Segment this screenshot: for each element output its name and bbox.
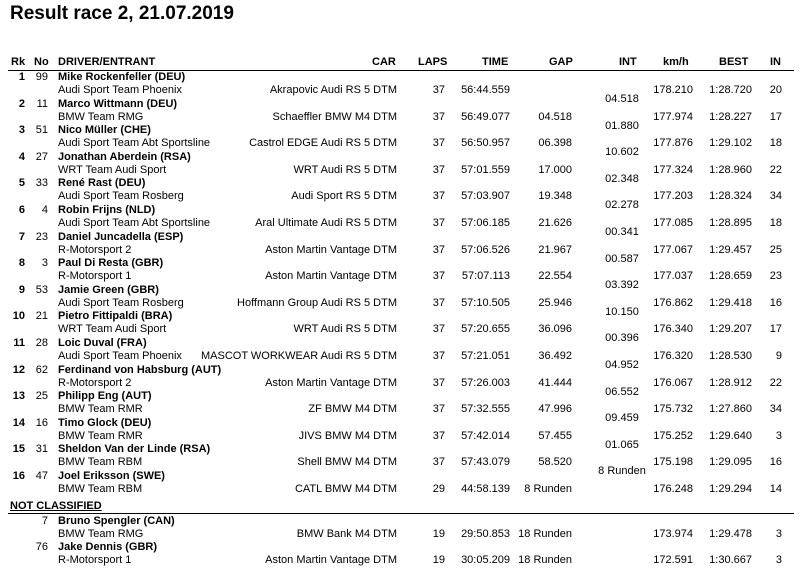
cell-best: 1:29.207 [709, 323, 752, 336]
cell-driver: Timo Glock (DEU) [58, 416, 152, 429]
header-car: CAR [372, 56, 396, 68]
cell-kmh: 176.320 [653, 350, 693, 362]
cell-kmh: 176.862 [653, 296, 693, 309]
cell-best: 1:28.912 [709, 376, 752, 389]
cell-kmh: 177.324 [653, 163, 693, 176]
cell-driver: Philipp Eng (AUT) [58, 390, 152, 403]
cell-car: Aston Martin Vantage DTM [265, 270, 397, 283]
cell-best: 1:30.667 [709, 554, 752, 566]
cell-gap: 17.000 [538, 163, 572, 176]
cell-no: 11 [36, 97, 48, 110]
cell-best: 1:27.860 [709, 403, 752, 416]
cell-gap: 04.518 [538, 110, 572, 123]
cell-kmh: 178.210 [653, 84, 693, 96]
cell-best: 1:29.102 [709, 137, 752, 150]
cell-time: 57:26.003 [461, 376, 510, 389]
cell-kmh: 177.067 [653, 243, 693, 256]
cell-car: JIVS BMW M4 DTM [298, 429, 397, 442]
cell-best: 1:29.294 [709, 483, 752, 495]
cell-time: 29:50.853 [461, 528, 510, 540]
cell-in: 18 [769, 217, 782, 229]
cell-best: 1:28.659 [709, 270, 752, 283]
cell-team: Audi Sport Team Rosberg [58, 190, 184, 203]
cell-time: 57:01.559 [461, 163, 510, 176]
cell-team: BMW Team RMG [58, 528, 144, 540]
cell-rk: 8 [18, 257, 25, 270]
cell-gap: 57.455 [538, 429, 572, 442]
cell-best: 1:28.530 [709, 350, 752, 362]
cell-team: BMW Team RBM [58, 456, 143, 469]
cell-gap: 19.348 [538, 190, 572, 203]
cell-team: R-Motorsport 2 [58, 376, 132, 389]
cell-car: ZF BMW M4 DTM [308, 403, 397, 416]
cell-no: 16 [35, 416, 48, 429]
header-kmh: km/h [663, 56, 689, 68]
cell-rk: 3 [18, 124, 25, 137]
cell-laps: 37 [432, 137, 445, 150]
cell-rk: 14 [12, 416, 25, 429]
cell-time: 57:06.185 [461, 217, 510, 229]
cell-laps: 37 [432, 350, 445, 362]
cell-rk: 7 [18, 230, 25, 243]
cell-time: 57:07.113 [461, 270, 510, 283]
cell-gap: 22.554 [538, 270, 572, 283]
cell-in: 3 [775, 528, 782, 540]
cell-kmh: 173.974 [653, 528, 693, 540]
cell-car: Aston Martin Vantage DTM [265, 243, 397, 256]
cell-in: 16 [769, 456, 782, 469]
cell-driver: Pietro Fittipaldi (BRA) [58, 310, 173, 323]
cell-int: 00.341 [605, 226, 639, 238]
cell-laps: 37 [432, 429, 445, 442]
cell-team: R-Motorsport 1 [58, 270, 132, 283]
cell-team: Audi Sport Team Rosberg [58, 296, 184, 309]
cell-best: 1:29.478 [709, 528, 752, 540]
header-laps: LAPS [418, 56, 448, 68]
cell-no: 21 [35, 310, 48, 323]
cell-in: 3 [775, 429, 782, 442]
cell-in: 34 [769, 403, 782, 416]
not-classified-label: NOT CLASSIFIED [10, 500, 102, 512]
cell-best: 1:29.095 [709, 456, 752, 469]
cell-in: 14 [769, 483, 782, 495]
cell-rk: 1 [18, 71, 25, 83]
cell-driver: Loic Duval (FRA) [58, 337, 147, 349]
cell-int: 8 Runden [598, 465, 646, 478]
cell-best: 1:28.227 [709, 110, 752, 123]
cell-team: Audi Sport Team Phoenix [58, 84, 182, 96]
cell-in: 22 [769, 376, 782, 389]
cell-rk: 11 [13, 337, 25, 349]
cell-driver: Bruno Spengler (CAN) [58, 515, 175, 527]
cell-in: 23 [769, 270, 782, 283]
cell-laps: 37 [432, 110, 445, 123]
cell-laps: 19 [432, 528, 445, 540]
cell-kmh: 177.974 [653, 110, 693, 123]
cell-car: Audi Sport RS 5 DTM [291, 190, 397, 203]
cell-driver: Paul Di Resta (GBR) [58, 257, 164, 270]
cell-best: 1:29.457 [709, 243, 752, 256]
cell-int: 02.348 [605, 172, 639, 185]
cell-in: 22 [769, 163, 782, 176]
cell-best: 1:28.960 [709, 163, 752, 176]
cell-driver: Jonathan Aberdein (RSA) [58, 150, 191, 163]
cell-in: 3 [775, 554, 782, 566]
cell-int: 09.459 [605, 412, 639, 425]
cell-team: Audi Sport Team Abt Sportsline [58, 217, 211, 229]
cell-team: R-Motorsport 2 [58, 243, 132, 256]
cell-kmh: 177.876 [653, 137, 693, 150]
cell-kmh: 177.203 [653, 190, 693, 203]
cell-best: 1:28.720 [709, 84, 752, 96]
cell-in: 20 [769, 84, 782, 96]
cell-car: CATL BMW M4 DTM [294, 483, 397, 495]
cell-no: 33 [35, 177, 48, 190]
cell-laps: 37 [432, 243, 445, 256]
cell-car: Aston Martin Vantage DTM [265, 376, 397, 389]
cell-gap: 18 Runden [518, 528, 572, 540]
cell-gap: 21.967 [538, 243, 572, 256]
cell-gap: 58.520 [538, 456, 572, 469]
cell-time: 57:42.014 [461, 429, 510, 442]
cell-rk: 6 [18, 204, 25, 216]
cell-int: 00.396 [605, 332, 639, 345]
cell-time: 30:05.209 [461, 554, 510, 566]
cell-driver: Nico Müller (CHE) [58, 124, 151, 137]
cell-driver: Marco Wittmann (DEU) [58, 97, 178, 110]
cell-laps: 37 [432, 270, 445, 283]
cell-car: Hoffmann Group Audi RS 5 DTM [237, 296, 397, 309]
cell-in: 34 [769, 190, 782, 203]
cell-in: 25 [769, 243, 782, 256]
cell-car: Akrapovic Audi RS 5 DTM [269, 84, 397, 96]
page-title: Result race 2, 21.07.2019 [10, 3, 234, 24]
cell-gap: 41.444 [538, 376, 572, 389]
cell-no: 76 [35, 541, 48, 553]
cell-rk: 5 [18, 177, 25, 190]
cell-no: 31 [35, 443, 48, 456]
cell-car: MASCOT WORKWEAR Audi RS 5 DTM [201, 350, 397, 362]
cell-gap: 21.626 [538, 217, 572, 229]
cell-time: 57:21.051 [461, 350, 510, 362]
cell-driver: Joel Eriksson (SWE) [58, 470, 165, 482]
cell-time: 57:06.526 [461, 243, 510, 256]
header-gap: GAP [549, 56, 573, 68]
cell-best: 1:29.418 [709, 296, 752, 309]
cell-laps: 37 [432, 217, 445, 229]
cell-car: WRT Audi RS 5 DTM [293, 163, 397, 176]
cell-laps: 37 [432, 190, 445, 203]
cell-no: 7 [41, 515, 48, 527]
cell-laps: 37 [432, 296, 445, 309]
cell-car: Aston Martin Vantage DTM [265, 554, 397, 566]
cell-driver: Sheldon Van der Linde (RSA) [58, 443, 211, 456]
cell-time: 44:58.139 [461, 483, 510, 495]
cell-time: 57:03.907 [461, 190, 510, 203]
cell-car: Castrol EDGE Audi RS 5 DTM [249, 137, 397, 150]
cell-gap: 06.398 [538, 137, 572, 150]
cell-best: 1:28.324 [709, 190, 752, 203]
cell-in: 16 [769, 296, 782, 309]
cell-driver: Jake Dennis (GBR) [58, 541, 158, 553]
cell-no: 28 [35, 337, 48, 349]
cell-driver: Daniel Juncadella (ESP) [58, 230, 184, 243]
cell-kmh: 175.252 [653, 429, 693, 442]
cell-team: WRT Team Audi Sport [58, 323, 167, 336]
cell-kmh: 172.591 [653, 554, 693, 566]
cell-team: BMW Team RMR [58, 429, 143, 442]
cell-best: 1:29.640 [709, 429, 752, 442]
cell-kmh: 175.198 [653, 456, 693, 469]
cell-laps: 29 [432, 483, 445, 495]
cell-in: 18 [769, 137, 782, 150]
cell-no: 62 [35, 363, 48, 376]
cell-team: BMW Team RBM [58, 483, 143, 495]
cell-laps: 37 [432, 376, 445, 389]
cell-rk: 13 [12, 390, 25, 403]
cell-team: R-Motorsport 1 [58, 554, 132, 566]
cell-gap: 8 Runden [524, 483, 572, 495]
cell-team: BMW Team RMG [58, 110, 144, 123]
cell-rk: 16 [12, 470, 25, 482]
cell-rk: 9 [18, 283, 25, 296]
header-in: IN [770, 56, 781, 68]
cell-int: 10.150 [605, 305, 639, 318]
header-rk: Rk [11, 56, 26, 68]
cell-no: 23 [35, 230, 48, 243]
cell-laps: 19 [432, 554, 445, 566]
cell-in: 9 [775, 350, 782, 362]
cell-gap: 36.492 [538, 350, 572, 362]
cell-team: Audi Sport Team Abt Sportsline [58, 137, 211, 150]
cell-driver: Mike Rockenfeller (DEU) [58, 71, 186, 83]
cell-gap: 25.946 [538, 296, 572, 309]
cell-time: 57:10.505 [461, 296, 510, 309]
cell-driver: Robin Frijns (NLD) [58, 204, 156, 216]
cell-gap: 36.096 [538, 323, 572, 336]
cell-rk: 15 [12, 443, 25, 456]
cell-kmh: 176.067 [653, 376, 693, 389]
cell-laps: 37 [432, 456, 445, 469]
cell-team: BMW Team RMR [58, 403, 143, 416]
header-driver: DRIVER/ENTRANT [58, 56, 156, 68]
cell-no: 25 [35, 390, 48, 403]
cell-rk: 10 [12, 310, 25, 323]
cell-car: Aral Ultimate Audi RS 5 DTM [255, 217, 397, 229]
cell-time: 57:43.079 [461, 456, 510, 469]
cell-time: 57:32.555 [461, 403, 510, 416]
cell-no: 27 [35, 150, 48, 163]
cell-time: 56:50.957 [461, 137, 510, 150]
cell-in: 17 [769, 110, 782, 123]
cell-gap: 47.996 [538, 403, 572, 416]
cell-int: 01.065 [605, 438, 639, 451]
cell-kmh: 175.732 [653, 403, 693, 416]
cell-no: 51 [35, 124, 48, 137]
header-no: No [34, 56, 49, 68]
cell-car: WRT Audi RS 5 DTM [293, 323, 397, 336]
cell-best: 1:28.895 [709, 217, 752, 229]
cell-laps: 37 [432, 323, 445, 336]
cell-int: 04.518 [605, 93, 639, 105]
cell-driver: René Rast (DEU) [58, 177, 146, 190]
cell-driver: Ferdinand von Habsburg (AUT) [58, 363, 222, 376]
cell-time: 57:20.655 [461, 323, 510, 336]
cell-rk: 12 [12, 363, 25, 376]
cell-int: 10.602 [605, 146, 639, 159]
cell-kmh: 177.085 [653, 217, 693, 229]
header-best: BEST [719, 56, 749, 68]
cell-laps: 37 [432, 403, 445, 416]
cell-no: 4 [41, 204, 48, 216]
cell-rk: 2 [18, 97, 25, 110]
header-int: INT [619, 56, 637, 68]
cell-gap: 18 Runden [518, 554, 572, 566]
cell-no: 99 [35, 71, 48, 83]
cell-time: 56:44.559 [461, 84, 510, 96]
cell-driver: Jamie Green (GBR) [58, 283, 159, 296]
cell-car: Shell BMW M4 DTM [297, 456, 397, 469]
cell-kmh: 176.248 [653, 483, 693, 495]
cell-no: 53 [35, 283, 48, 296]
cell-int: 00.587 [605, 252, 639, 265]
cell-int: 06.552 [605, 385, 639, 398]
cell-team: Audi Sport Team Phoenix [58, 350, 182, 362]
cell-int: 03.392 [605, 279, 639, 292]
cell-in: 17 [769, 323, 782, 336]
cell-int: 01.880 [605, 119, 639, 132]
not-classified-divider [8, 513, 794, 514]
cell-no: 47 [35, 470, 48, 482]
cell-int: 02.278 [605, 199, 639, 212]
cell-car: Schaeffler BMW M4 DTM [272, 110, 397, 123]
cell-car: BMW Bank M4 DTM [296, 528, 397, 540]
header-time: TIME [482, 56, 509, 68]
cell-laps: 37 [432, 84, 445, 96]
cell-team: WRT Team Audi Sport [58, 163, 167, 176]
cell-rk: 4 [18, 150, 25, 163]
cell-time: 56:49.077 [461, 110, 510, 123]
cell-int: 04.952 [605, 359, 639, 371]
cell-laps: 37 [432, 163, 445, 176]
cell-no: 3 [41, 257, 48, 270]
cell-kmh: 176.340 [653, 323, 693, 336]
cell-kmh: 177.037 [653, 270, 693, 283]
